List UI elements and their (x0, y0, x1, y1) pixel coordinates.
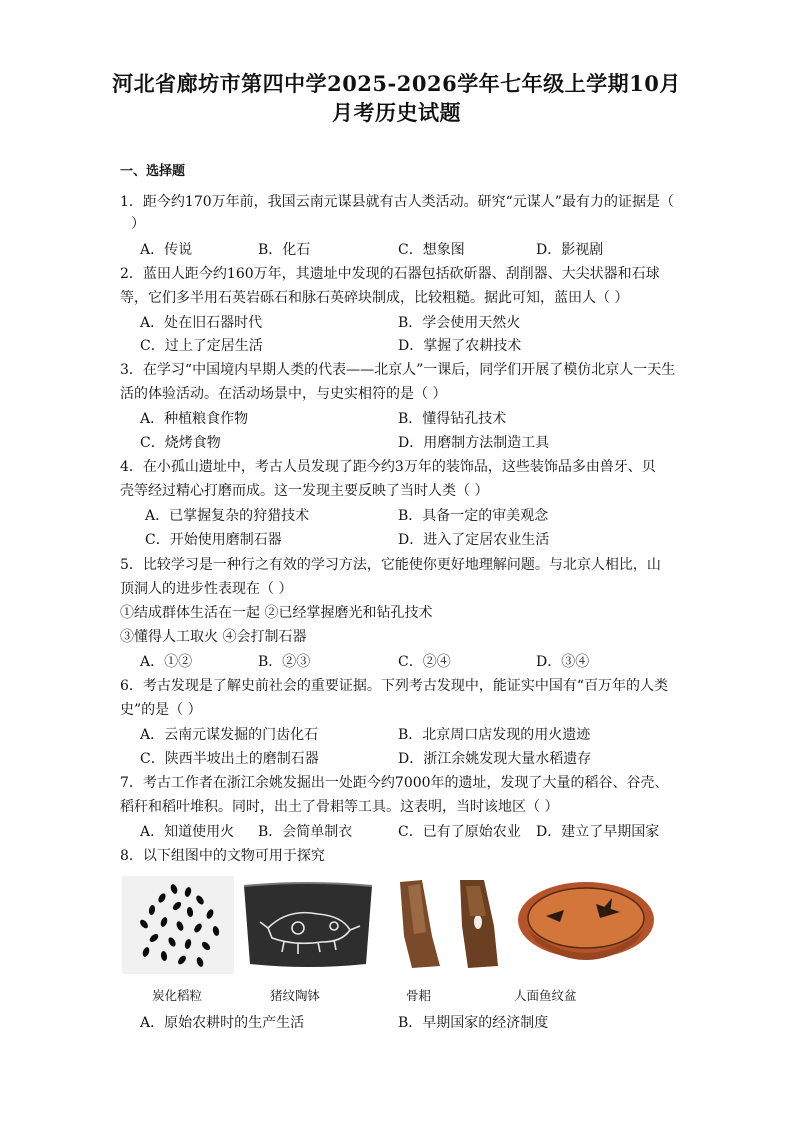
q5-option-a: A．①② (140, 654, 193, 670)
q6-option-b: B．北京周口店发现的用火遗迹 (398, 727, 591, 743)
q5-option-d: D．③④ (536, 654, 590, 670)
q7-option-c: C．已有了原始农业 (398, 824, 521, 840)
caption-pig-pottery: 猪纹陶钵 (270, 988, 321, 1003)
q8-option-b: B．早期国家的经济制度 (398, 1015, 549, 1031)
q1-option-c: C．想象图 (398, 242, 465, 258)
q1-option-d: D．影视剧 (536, 242, 604, 258)
q3-stem-line1: 3．在学习“中国境内早期人类的代表——北京人”一课后，同学们开展了模仿北京人一天生 (120, 362, 676, 378)
q5-stem-line1: 5．比较学习是一种行之有效的学习方法，它能使你更好地理解问题。与北京人相比，山 (120, 557, 661, 573)
q7-stem-line1: 7．考古工作者在浙江余姚发掘出一处距今约7000年的遗址，发现了大量的稻谷、谷壳、 (120, 775, 669, 791)
q3-option-a: A．种植粮食作物 (140, 411, 249, 427)
q4-option-b: B．具备一定的审美观念 (398, 508, 549, 524)
q7-option-a: A．知道使用火 (140, 824, 235, 840)
q1-stem-line1: 1．距今约170万年前，我国云南元谋县就有古人类活动。研究“元谋人”最有力的证据是（ (120, 194, 674, 210)
q1-option-b: B．化石 (258, 242, 311, 258)
q5-items-line2: ③懂得人工取火 ④会打制石器 (120, 629, 307, 645)
q3-option-d: D．用磨制方法制造工具 (398, 435, 550, 451)
q2-option-d: D．掌握了农耕技术 (398, 338, 522, 354)
bone-spade-image (390, 876, 512, 974)
q5-option-c: C．②④ (398, 654, 451, 670)
human-face-fish-basin-image (516, 880, 656, 972)
carbonized-rice-image (122, 876, 234, 974)
q3-stem-line2: 活的体验活动。在活动场景中，与史实相符的是（ ） (120, 386, 447, 402)
q3-option-c: C．烧烤食物 (140, 435, 221, 451)
exam-title-line1: 河北省廊坊市第四中学2025-2026学年七年级上学期10月 (112, 71, 681, 96)
q2-option-a: A．处在旧石器时代 (140, 315, 263, 331)
q5-stem-line2: 顶洞人的进步性表现在（ ） (120, 581, 293, 597)
q4-option-a: A．已掌握复杂的狩猎技术 (145, 508, 310, 524)
q7-option-d: D．建立了早期国家 (536, 824, 660, 840)
q1-stem-line2: ） (131, 216, 145, 232)
q3-option-b: B．懂得钻孔技术 (398, 411, 507, 427)
q5-option-b: B．②③ (258, 654, 311, 670)
q8-stem: 8．以下组图中的文物可用于探究 (120, 848, 325, 864)
caption-fish-basin: 人面鱼纹盆 (514, 988, 577, 1003)
q8-option-a: A．原始农耕时的生产生活 (140, 1015, 305, 1031)
q2-option-b: B．学会使用天然火 (398, 315, 521, 331)
q2-stem-line2: 等，它们多半用石英岩砾石和脉石英碎块制成，比较粗糙。据此可知，蓝田人（ ） (120, 290, 629, 306)
pig-pattern-pottery-image (238, 880, 378, 970)
q5-items-line1: ①结成群体生活在一起 ②已经掌握磨光和钻孔技术 (120, 605, 433, 621)
q2-stem-line1: 2．蓝田人距今约160万年，其遗址中发现的石器包括砍斫器、刮削器、大尖状器和石球 (120, 266, 660, 282)
q6-option-c: C．陕西半坡出土的磨制石器 (140, 751, 319, 767)
q7-stem-line2: 稻秆和稻叶堆积。同时，出土了骨耜等工具。这表明，当时该地区（ ） (120, 799, 559, 815)
q4-stem-line2: 壳等经过精心打磨而成。这一发现主要反映了当时人类（ ） (120, 483, 489, 499)
exam-title-line2: 月考历史试题 (332, 100, 461, 125)
q4-option-d: D．进入了定居农业生活 (398, 532, 550, 548)
q2-option-c: C．过上了定居生活 (140, 338, 263, 354)
q6-stem-line2: 史”的是（ ） (120, 702, 202, 718)
q6-option-a: A．云南元谋发掘的门齿化石 (140, 727, 319, 743)
q4-stem-line1: 4．在小孤山遗址中，考古人员发现了距今约3万年的装饰品，这些装饰品多由兽牙、贝 (120, 459, 656, 475)
section-heading: 一、选择题 (120, 164, 186, 179)
caption-bone-spade: 骨耜 (406, 988, 432, 1003)
q7-option-b: B．会简单制衣 (258, 824, 353, 840)
caption-carbonized-rice: 炭化稻粒 (152, 988, 203, 1003)
q6-option-d: D．浙江余姚发现大量水稻遗存 (398, 751, 592, 767)
q1-option-a: A．传说 (140, 242, 193, 258)
q6-stem-line1: 6．考古发现是了解史前社会的重要证据。下列考古发现中，能证实中国有“百万年的人类 (120, 678, 669, 694)
q4-option-c: C．开始使用磨制石器 (145, 532, 282, 548)
